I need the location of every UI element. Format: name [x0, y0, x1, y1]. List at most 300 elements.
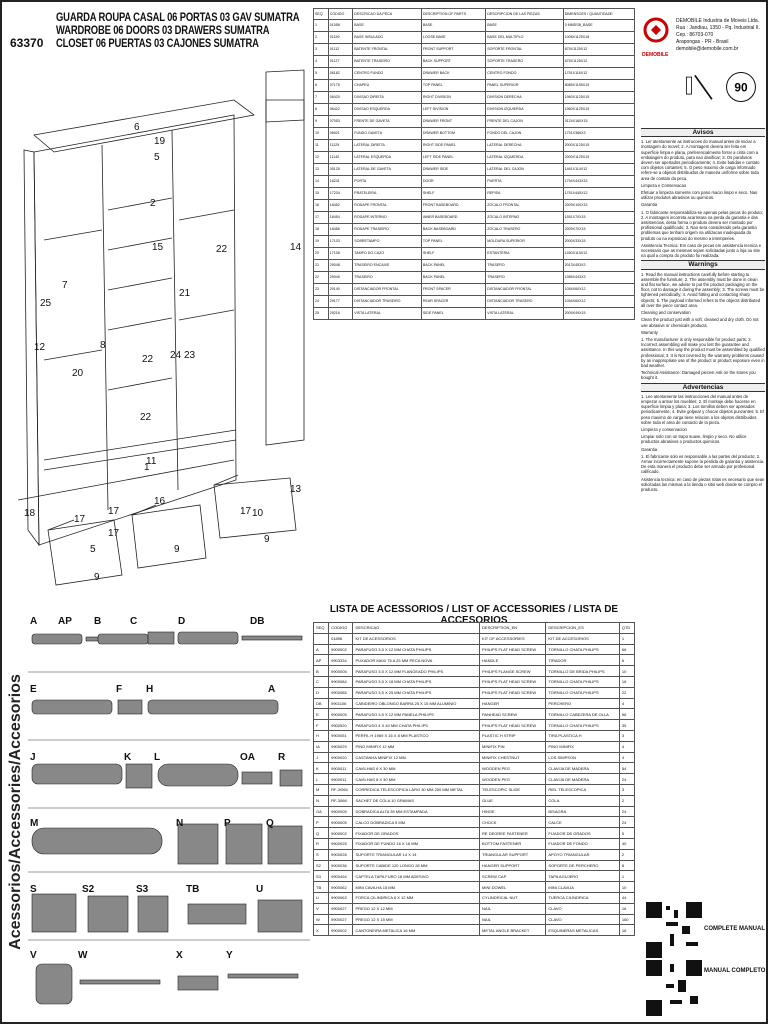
accessory-cell: 1 [619, 633, 634, 644]
parts-cell: CHAPEU [353, 79, 422, 91]
accessory-cell: NAIL [480, 903, 546, 914]
parts-cell: 1985X443X3 [563, 271, 634, 283]
chock-p-icon [226, 824, 262, 864]
parts-cell: BATENTE FRONTAL [353, 43, 422, 55]
diagram-part-label: 18 [24, 508, 36, 519]
notes-en-warranty-title: Warranty [641, 329, 658, 335]
accessory-letter: Y [226, 950, 233, 961]
diagram-part-label: 9 [264, 534, 270, 545]
accessory-cell: PARAFUSO 3,5 X 12 MM FLANGEADO PHILIPS [353, 666, 480, 677]
accessory-letter: OA [240, 752, 255, 763]
parts-cell: 21 [314, 259, 329, 271]
accessory-cell: BISAGRA [546, 806, 619, 817]
parts-cell: 22 [314, 271, 329, 283]
drawer-middle [132, 505, 206, 568]
parts-col-desc-es: DESCRIPCION DE LAS PIEZAS [486, 9, 563, 20]
hanger-rod-db-icon [242, 636, 302, 640]
accessory-cell: CALCE [546, 817, 619, 828]
parts-cell: 11129 [328, 139, 353, 151]
carcass-front [34, 115, 236, 545]
parts-cell: FRONT SPACER [421, 283, 485, 295]
parts-cell: 2009X100X15 [563, 199, 634, 211]
parts-cell: LOOSE BASE [421, 31, 485, 43]
parts-cell: 13 [314, 163, 329, 175]
parts-cell: RODAPE FRONTAL [353, 199, 422, 211]
accessory-cell: DB [314, 698, 329, 709]
parts-cell: 2000X1125X15 [563, 151, 634, 163]
accessory-letter: R [278, 752, 286, 763]
accessory-row [314, 925, 635, 936]
accessory-cell: CHOCK [480, 817, 546, 828]
accessory-cell: V [314, 903, 329, 914]
parts-cell: ZOCALO TRASERO [486, 223, 563, 235]
accessory-cell: 1 [619, 871, 634, 882]
parts-row [314, 31, 635, 43]
accessory-cell: 9900005 [329, 817, 353, 828]
accessory-cell: C [314, 676, 329, 687]
accessory-cell: 2 [619, 849, 634, 860]
parts-cell: ESTANTERIA [486, 247, 563, 259]
accessory-letter: U [256, 884, 264, 895]
notes-en-warranty: 1. The manufacturer is only responsible for product parts; 2. Incorrect assembling will make you lost the guarantee and assistance. In this way the product must be assembled by qualified professional; 3. It is Not covered by the warranty problems caused by an inappropriate use of the product or product exposure even in bad weather. [641, 336, 765, 368]
accessory-letter: TB [186, 884, 200, 895]
parts-cell: 1054X60X12 [563, 295, 634, 307]
accessory-cell: PANHEAD SCREW [480, 709, 546, 720]
dowel-l-icon [158, 764, 238, 786]
accessory-letter: S3 [136, 884, 149, 895]
accessory-cell: PHILIPS FLAT HEAD SCREW [480, 676, 546, 687]
parts-cell: 01159 [328, 31, 353, 43]
accessory-cell: WOODEN PEG [480, 763, 546, 774]
parts-cell: TOP PANEL [421, 79, 485, 91]
parts-cell: 2009X70X15 [563, 223, 634, 235]
accessory-cell: 9900494 [329, 871, 353, 882]
accessory-letter: K [124, 752, 132, 763]
accessory-cell: 9901106 [329, 698, 353, 709]
diagram-part-label: 13 [290, 484, 302, 495]
parts-cell: 2013X453X3 [563, 259, 634, 271]
parts-cell: CENTRO FONDO [486, 67, 563, 79]
accessory-letter: V [30, 950, 37, 961]
accessory-cell: 8 [619, 860, 634, 871]
acc-col-desc-pt: DESCRICAO [353, 623, 480, 634]
parts-cell: DIVISAO DIREITA [353, 91, 422, 103]
support-s2-icon [88, 896, 128, 932]
parts-cell: TRASEIRO ENCAIXE [353, 259, 422, 271]
screw-e-icon [32, 700, 112, 714]
accessory-cell: 3 [619, 784, 634, 795]
parts-cell: RIGHT SIDE PANEL [421, 139, 485, 151]
accessory-cell: CASTANHA MINIFIX 12 MM [353, 752, 480, 763]
accessory-cell: P [314, 817, 329, 828]
accessory-cell: PREGO 12 X 15 MM [353, 914, 480, 925]
parts-cell: 17108 [328, 247, 353, 259]
accessory-cell: 9900062 [329, 882, 353, 893]
title-en: WARDROBE 06 DOORS 03 DRAWERS SUMATRA [56, 25, 270, 37]
diagram-part-label: 19 [154, 136, 166, 147]
accessory-cell: 24 [619, 774, 634, 785]
diagram-part-label: 1 [144, 462, 150, 473]
accessory-cell: PARAFUSO 3,5 X 12 MM CHATA PHILIPS [353, 644, 480, 655]
parts-cell: BASE [421, 19, 485, 31]
accessory-cell: 9900027 [329, 903, 353, 914]
notes-es-clean-title: Limpieza y conservacion [641, 426, 687, 432]
parts-row [314, 187, 635, 199]
parts-cell: 1 [314, 19, 329, 31]
exploded-view-diagram [4, 60, 310, 600]
accessory-cell: 54 [619, 763, 634, 774]
parts-cell: TAMPO DO CAZO [353, 247, 422, 259]
accessory-cell: SOPORTE DE PERCHERO [546, 860, 619, 871]
parts-cell: DISTANCIADOR FRONTAL [353, 283, 422, 295]
accessory-cell: 9900028 [329, 849, 353, 860]
accessory-cell: CLAVIJA DE MADERA [546, 763, 619, 774]
accessory-cell: 24 [619, 806, 634, 817]
parts-row [314, 235, 635, 247]
parts-cell: TRASEIRO [353, 271, 422, 283]
notes-es-warranty-title: Garantia [641, 446, 658, 452]
accessory-cell: 9900063 [329, 892, 353, 903]
diagram-part-label: 10 [252, 508, 264, 519]
parts-col-dimensions: DIMENSOES / QUANTIDADE [563, 9, 634, 20]
accessory-cell: PARAFUSO 3,5 X 25 MM CHATA PHILIPS [353, 687, 480, 698]
acc-col-seq: SEQ [314, 623, 329, 634]
parts-cell: TRASERO [486, 271, 563, 283]
diagram-part-label: 15 [152, 242, 164, 253]
parts-row [314, 307, 635, 319]
accessory-cell: FIXADOR DE FUNDO 16 X 16 MM [353, 838, 480, 849]
parts-cell: 06420 [328, 91, 353, 103]
parts-cell: DRAWER FRONT [421, 115, 485, 127]
accessory-letter: F [116, 684, 123, 695]
accessory-cell: 66 [619, 644, 634, 655]
parts-cell: 17103 [328, 235, 353, 247]
accessory-letter: W [78, 950, 88, 961]
accessory-letter: H [146, 684, 154, 695]
parts-cell: 16 [314, 199, 329, 211]
accessory-row [314, 903, 635, 914]
parts-cell: DIVISION DERECHA [486, 91, 563, 103]
parts-cell: 2 [314, 31, 329, 43]
accessory-row [314, 709, 635, 720]
accessory-cell: IA [314, 741, 329, 752]
parts-cell: 01058 [328, 19, 353, 31]
parts-col-desc-en: DESCRIPTION OF PARTS [421, 9, 485, 20]
parts-cell: 1551X70X15 [563, 211, 634, 223]
accessory-cell: PUXADOR MAXI 75 A 25 MM PECA NOVA [353, 655, 480, 666]
parts-cell: 11 [314, 139, 329, 151]
accessory-cell: 5 [619, 828, 634, 839]
parts-cell: 1751X116X12 [563, 67, 634, 79]
accessory-cell: J [314, 752, 329, 763]
accessory-cell: 9900002 [329, 644, 353, 655]
accessory-cell: 9900020 [329, 752, 353, 763]
acc-col-desc-en: DESCRIPTION_EN [480, 623, 546, 634]
accessory-row [314, 644, 635, 655]
parts-cell: LEFT DIVISION [421, 103, 485, 115]
accessory-cell: 22 [619, 687, 634, 698]
accessory-letter: B [94, 616, 102, 627]
parts-cell: ZOCALO FRONTAL [486, 199, 563, 211]
accessory-cell: FIXADOR DE GRADOS [353, 828, 480, 839]
parts-cell: 5 [314, 67, 329, 79]
accessory-cell: 9900002 [329, 828, 353, 839]
qr-code-icon [646, 902, 702, 958]
accessory-row [314, 698, 635, 709]
qr-code-2-icon [646, 960, 702, 1016]
accessory-cell: SUPORTE CABIDE 120 LONGO 28 MM [353, 860, 480, 871]
notes-pt-title: Avisos [641, 128, 765, 137]
parts-cell: BASE [353, 19, 422, 31]
parts-cell: 19 [314, 235, 329, 247]
parts-cell: FRONT BASEBOARD [421, 199, 485, 211]
parts-cell: 29048 [328, 259, 353, 271]
parts-row [314, 223, 635, 235]
parts-cell: 2000X33X15 [563, 235, 634, 247]
parts-cell: 2009X49X15 [563, 307, 634, 319]
parts-row [314, 103, 635, 115]
diagram-part-label: 22 [140, 412, 152, 423]
accessory-cell: MINIFIX CHESTNUT [480, 752, 546, 763]
accessory-cell: H [314, 730, 329, 741]
accessory-cell: X [314, 925, 329, 936]
parts-cell: LATERAL IZQUIERDA [486, 151, 563, 163]
accessory-row [314, 687, 635, 698]
glue-n-icon [178, 824, 218, 864]
parts-cell: 675X1125X12 [563, 43, 634, 55]
parts-cell: SHELF [421, 247, 485, 259]
door-14-shape [266, 100, 304, 445]
accessory-cell: 16 [619, 676, 634, 687]
parts-cell: 1751X445X12 [563, 187, 634, 199]
accessory-letter: A [30, 616, 38, 627]
accessory-cell: TORNILLO DE BRIDA PHILIPS [546, 666, 619, 677]
accessory-cell: CLAVO [546, 903, 619, 914]
parts-cell: 1751X366X3 [563, 127, 634, 139]
accessory-cell: HANGER [480, 698, 546, 709]
brand-street: Rua : Jandiau, 1350 - Pq. Industrial II. [676, 25, 760, 31]
accessory-row [314, 914, 635, 925]
accessory-row [314, 828, 635, 839]
accessories-table [313, 622, 635, 936]
parts-cell: 1960X1125X15 [563, 91, 634, 103]
diagram-part-label: 9 [94, 572, 100, 583]
accessory-cell: 96 [619, 709, 634, 720]
notes-es-title: Advertencias [641, 383, 765, 392]
parts-cell: BACK BASEBOARD [421, 223, 485, 235]
accessory-row [314, 795, 635, 806]
parts-cell: BACK PANEL [421, 259, 485, 271]
parts-cell: CENTRO FUNDO [353, 67, 422, 79]
parts-cell: SHELF [421, 187, 485, 199]
accessory-cell: 9900025 [329, 838, 353, 849]
nut-k-icon [126, 764, 152, 788]
accessory-cell: NAIL [480, 914, 546, 925]
diagram-part-label: 8 [100, 340, 106, 351]
accessory-row [314, 860, 635, 871]
accessory-cell: 9900011 [329, 774, 353, 785]
accessory-cell: TUERCA CILINDRICA [546, 892, 619, 903]
accessory-row [314, 655, 635, 666]
accessory-cell: PARAFUSO 3,5 X 16 MM CHATA PHILIPS [353, 676, 480, 687]
accessories-side-text: Acessorios/Accessories/Accesorios [7, 674, 24, 950]
accessory-cell: 16 [619, 903, 634, 914]
parts-cell: 17234 [328, 187, 353, 199]
parts-cell: 18452 [328, 199, 353, 211]
parts-row [314, 259, 635, 271]
diagram-part-label: 20 [72, 368, 84, 379]
accessory-cell: Q [314, 828, 329, 839]
accessory-cell: PARAFUSO 3,5 X 12 MM PANELA PHILIPS [353, 709, 480, 720]
parts-cell: 12 [314, 151, 329, 163]
title-es: CLOSET 06 PUERTAS 03 CAJONES SUMATRA [56, 38, 259, 50]
parts-row [314, 163, 635, 175]
parts-cell: FRONT SUPPORT [421, 43, 485, 55]
parts-cell: SOBRETAMPO [353, 235, 422, 247]
accessory-cell: 9900005 [329, 709, 353, 720]
accessory-letter: S2 [82, 884, 95, 895]
accessory-cell: TELESCOPIC SLIDE [480, 784, 546, 795]
diagram-part-label: 23 [184, 350, 196, 361]
accessory-row [314, 633, 635, 644]
accessories-side-label [4, 604, 28, 1020]
diagram-part-label: 25 [40, 298, 52, 309]
parts-cell: 4 [314, 55, 329, 67]
accessory-row [314, 817, 635, 828]
accessory-cell: RF-3066 [329, 795, 353, 806]
parts-cell: 07053 [328, 115, 353, 127]
accessory-cell: HANDLE [480, 655, 546, 666]
nail-w-icon [80, 980, 160, 984]
accessory-cell: TIRADOR [546, 655, 619, 666]
cap-s3-icon [138, 896, 168, 932]
accessory-cell: COLA [546, 795, 619, 806]
accessory-cell: LOS SIMPSON [546, 752, 619, 763]
diagram-part-label: 7 [62, 280, 68, 291]
accessory-cell: 9900005 [329, 806, 353, 817]
accessory-letter: C [130, 616, 138, 627]
parts-cell: 18456 [328, 223, 353, 235]
parts-cell: 15 [314, 187, 329, 199]
notes-en-tech: Technical Assistance: Damaged pieces! Ask on the stores you bought it. [641, 370, 756, 381]
accessory-cell: MINIFIX PIN [480, 741, 546, 752]
accessory-cell: PHILIPS FLAT HEAD SCREW [480, 687, 546, 698]
parts-cell: 7 [314, 91, 329, 103]
notes-en-clean-title: Cleaning and conservation [641, 310, 691, 316]
accessory-cell: L [314, 774, 329, 785]
parts-cell: BASE [486, 19, 563, 31]
parts-cell: LATERAL ESQUERDA [353, 151, 422, 163]
parts-cell: DIVISAO ESQUERDA [353, 103, 422, 115]
accessory-letter: S [30, 884, 37, 895]
accessory-cell: FIJADOR DE FONDO [546, 838, 619, 849]
accessory-cell: WOODEN PEG [480, 774, 546, 785]
accessory-cell: S3 [314, 871, 329, 882]
brand-email: demobile@demobile.com.br [676, 46, 739, 52]
notes-es-body: 1. Lee atentamente las instrucciones del manual antes de empezar a armar los muebles; 2. El montaje debe hacerse en superficie limpia y plana; 3. Los tornillos deben ser apretados periodicamente; 4. Evite golpear y chocar objetos punzantes; 5. El peso maximo de carga tiene relacion a los objetos distribuidos sobre toda el area de contacto de la pieza. [641, 393, 764, 425]
parts-cell: 06422 [328, 103, 353, 115]
accessory-cell: TORNILLO CHATA PHILIPS [546, 687, 619, 698]
accessory-cell: TORNILLO CABEZERA DE OLLA [546, 709, 619, 720]
accessory-cell: PHILIPS FLANGE SCREW [480, 666, 546, 677]
parts-cell: LATERAL DERECHA [486, 139, 563, 151]
accessory-cell: K [314, 763, 329, 774]
accessories-illustrations [28, 604, 310, 1020]
parts-row [314, 67, 635, 79]
accessory-cell: 4 [619, 752, 634, 763]
accessory-cell: PERCHERO [546, 698, 619, 709]
screw-f-icon [118, 700, 142, 714]
brand-address [676, 18, 760, 53]
accessory-row [314, 720, 635, 731]
parts-cell: FUNDO GAVETA [353, 127, 422, 139]
parts-cell: 07175 [328, 79, 353, 91]
accessory-cell: SCREW CAP [480, 871, 546, 882]
parts-cell: 01112 [328, 43, 353, 55]
accessory-letter: A [268, 684, 276, 695]
parts-row [314, 55, 635, 67]
accessory-cell: CAVILHAS 8 X 30 MM [353, 774, 480, 785]
parts-cell: 11140 [328, 151, 353, 163]
fastener-r-icon [280, 770, 302, 786]
accessory-cell: MINI CLAVIJA [546, 882, 619, 893]
parts-cell: 6 [314, 79, 329, 91]
accessory-cell: 10 [619, 882, 634, 893]
diagram-part-label: 11 [146, 456, 157, 467]
accessory-cell: PHILIPS FLAT HEAD SCREW [480, 644, 546, 655]
accessory-cell: CLAVO [546, 914, 619, 925]
accessory-cell: 44 [619, 892, 634, 903]
accessory-row [314, 784, 635, 795]
parts-cell: 29216 [328, 307, 353, 319]
accessory-cell: 9900027 [329, 914, 353, 925]
parts-cell: LEFT SIDE PANEL [421, 151, 485, 163]
parts-cell: 9 [314, 115, 329, 127]
parts-cell: DOOR [421, 175, 485, 187]
accessory-letter: Q [266, 818, 274, 829]
parts-cell: BACK SUPPORT [421, 55, 485, 67]
parts-row [314, 79, 635, 91]
parts-cell: LATERAL DEL CAJON [486, 163, 563, 175]
diagram-part-label: 17 [240, 506, 252, 517]
parts-cell: VISTA LATERAL [486, 307, 563, 319]
notes-en-body: 1. Read the manual instructions carefully before starting to assemble the furniture; 2. The assembly must be done in clean and flat surface, we advise to put the product packaging on the floor, not to damage it during the assembly; 3. The screws must be tightened periodically; 4. Avoid hitting and contacting sharp objects; 5. The payload informed refers to the objects distributed all over the piece contact area. [641, 271, 765, 308]
hinge-oa-icon [242, 772, 272, 784]
parts-cell: VISTA LATERAL [353, 307, 422, 319]
accessory-cell: OA [314, 806, 329, 817]
accessory-row [314, 763, 635, 774]
parts-cell: PANEL SUPERIOR [486, 79, 563, 91]
product-code: 63370 [10, 36, 44, 50]
parts-cell: RODAPE INTERNO [353, 211, 422, 223]
diagram-part-label: 6 [134, 122, 140, 133]
diagram-part-label: 21 [179, 288, 191, 299]
parts-cell: SOPORTE FRONTAL [486, 43, 563, 55]
parts-cell: 1450X115X12 [563, 247, 634, 259]
parts-cell: RIGHT DIVISION [421, 91, 485, 103]
parts-cell: 0 MMDSB_BASE [563, 19, 634, 31]
parts-cell: BASE DEL MULTIPLO [486, 31, 563, 43]
parts-cell: MOLDURA SUPERIOR [486, 235, 563, 247]
parts-cell: 06182 [328, 67, 353, 79]
parts-cell: TOP PANEL [421, 235, 485, 247]
parts-cell: 16241 [328, 175, 353, 187]
accessory-cell: 9900029 [329, 741, 353, 752]
screw-b-icon [98, 634, 148, 644]
parts-cell: 10 [314, 127, 329, 139]
accessory-row [314, 871, 635, 882]
parts-row [314, 247, 635, 259]
